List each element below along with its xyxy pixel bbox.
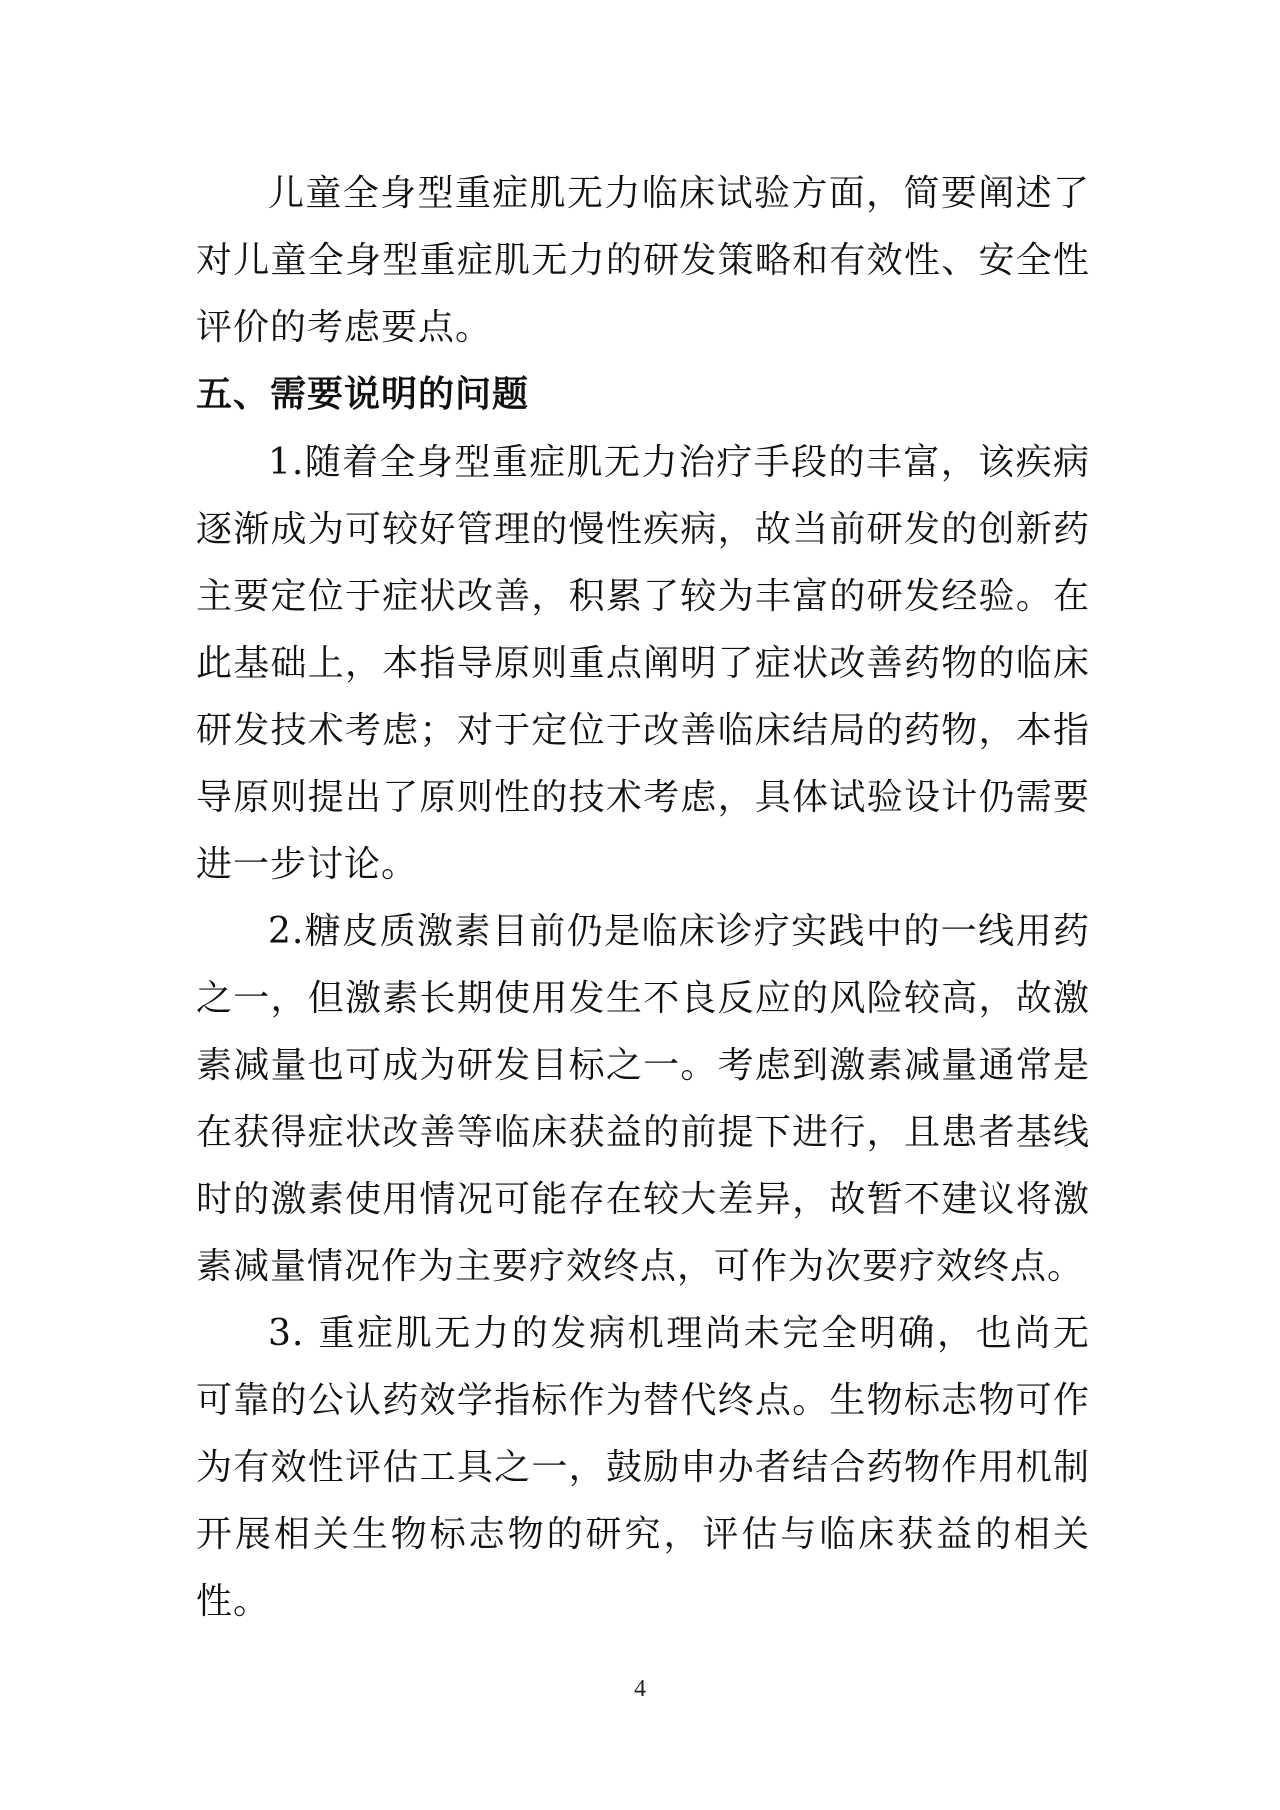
page-body [196, 160, 1090, 1635]
paragraph-item-1: 1.随着全身型重症肌无力治疗手段的丰富，该疾病逐渐成为可较好管理的慢性疾病，故当前研发的创新药主要定位于症状改善，积累了较为丰富的研发经验。在此基础上，本指导原则重点阐明了症状改善药物的临床研发技术考虑；对于定位于改善临床结局的药物，本指导原则提出了原则性的技术考虑，具体试验设计仍需要进一步讨论。 [196, 442, 1090, 885]
section-heading: 五、需要说明的问题 [196, 374, 530, 415]
paragraph-item-2: 2.糖皮质激素目前仍是临床诊疗实践中的一线用药之一，但激素长期使用发生不良反应的风险较高，故激素减量也可成为研发目标之一。考虑到激素减量通常是在获得症状改善等临床获益的前提下进行，且患者基线时的激素使用情况可能存在较大差异，故暂不建议将激素减量情况作为主要疗效终点，可作为次要疗效终点。 [196, 911, 1090, 1287]
paragraph-item-3: 3. 重症肌无力的发病机理尚未完全明确，也尚无可靠的公认药效学指标作为替代终点。生物标志物可作为有效性评估工具之一，鼓励申办者结合药物作用机制开展相关生物标志物的研究，评估与临床获益的相关性。 [196, 1313, 1090, 1622]
paragraph-intro: 儿童全身型重症肌无力临床试验方面，简要阐述了对儿童全身型重症肌无力的研发策略和有效性、安全性评价的考虑要点。 [196, 173, 1090, 348]
page-number: 4 [634, 1676, 646, 1702]
